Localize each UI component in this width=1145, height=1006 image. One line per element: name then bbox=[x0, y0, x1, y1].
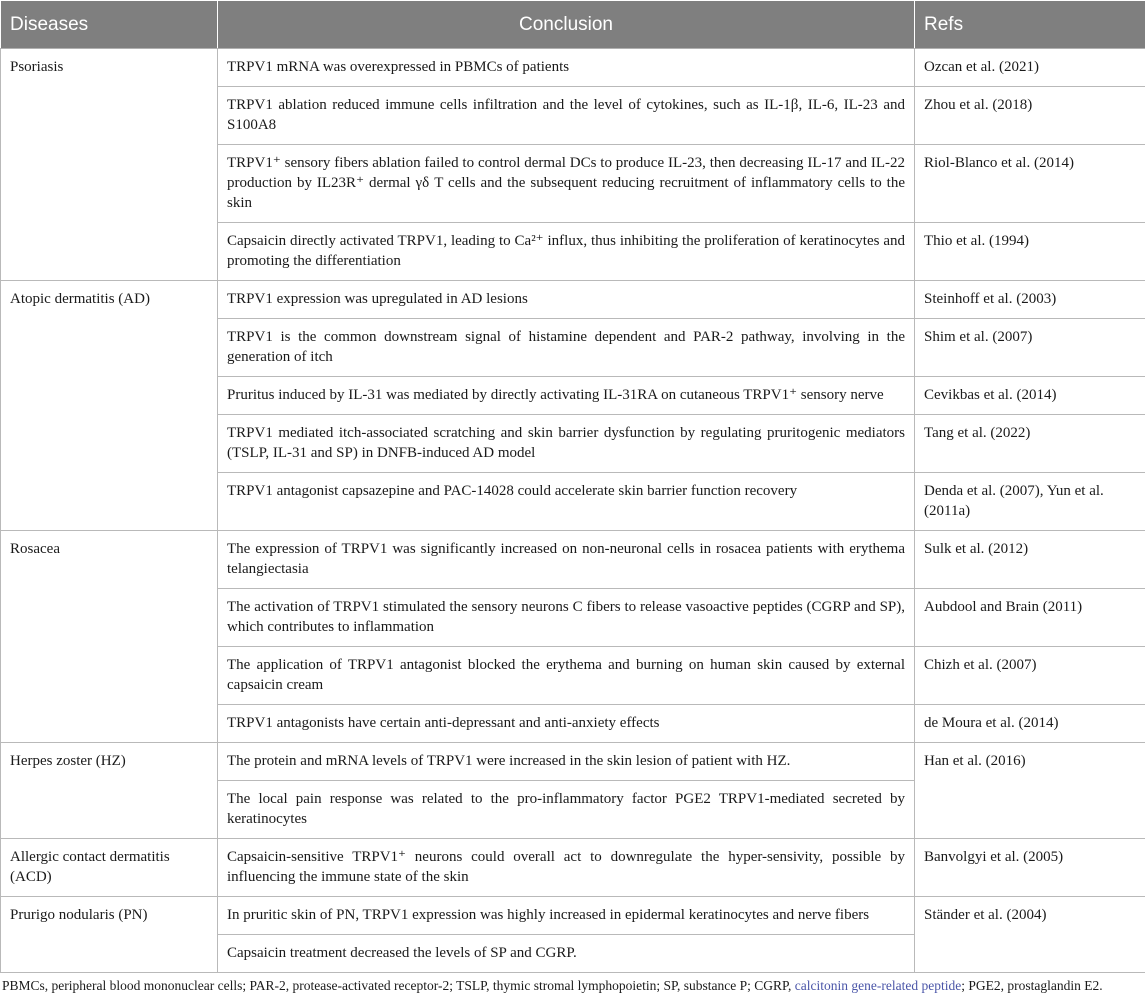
ref-cell: Shim et al. (2007) bbox=[915, 319, 1145, 377]
conclusion-cell: Capsaicin-sensitive TRPV1⁺ neurons could overall act to downregulate the hyper-sensivity, possible by influencing the immune state of the skin bbox=[218, 839, 915, 897]
conclusion-cell: In pruritic skin of PN, TRPV1 expression was highly increased in epidermal keratinocytes and nerve fibers bbox=[218, 897, 915, 935]
conclusion-cell: TRPV1 ablation reduced immune cells infiltration and the level of cytokines, such as IL-1β, IL-6, IL-23 and S100A8 bbox=[218, 87, 915, 145]
ref-cell: Thio et al. (1994) bbox=[915, 223, 1145, 281]
conclusion-cell: The activation of TRPV1 stimulated the sensory neurons C fibers to release vasoactive peptides (CGRP and SP), which contributes to inflammation bbox=[218, 589, 915, 647]
disease-cell: Atopic dermatitis (AD) bbox=[1, 281, 218, 531]
table-row bbox=[1, 839, 1145, 897]
conclusion-cell: TRPV1 antagonist capsazepine and PAC-14028 could accelerate skin barrier function recovery bbox=[218, 473, 915, 531]
conclusion-cell: The local pain response was related to the pro-inflammatory factor PGE2 TRPV1-mediated secreted by keratinocytes bbox=[218, 781, 915, 839]
conclusion-cell: TRPV1 is the common downstream signal of histamine dependent and PAR-2 pathway, involving in the generation of itch bbox=[218, 319, 915, 377]
footnote-text: PBMCs, peripheral blood mononuclear cells; PAR-2, protease-activated receptor-2; TSLP, thymic stromal lymphopoietin; SP, substance P; CGRP, bbox=[2, 978, 795, 993]
disease-cell: Allergic contact dermatitis (ACD) bbox=[1, 839, 218, 897]
ref-cell: Sulk et al. (2012) bbox=[915, 531, 1145, 589]
disease-cell: Herpes zoster (HZ) bbox=[1, 743, 218, 839]
ref-cell: Aubdool and Brain (2011) bbox=[915, 589, 1145, 647]
conclusion-cell: TRPV1 mRNA was overexpressed in PBMCs of patients bbox=[218, 49, 915, 87]
disease-cell: Prurigo nodularis (PN) bbox=[1, 897, 218, 973]
footnote-link[interactable]: calcitonin gene-related peptide bbox=[794, 978, 962, 993]
table-row bbox=[1, 531, 1145, 589]
table-body bbox=[1, 49, 1145, 973]
disease-cell: Psoriasis bbox=[1, 49, 218, 281]
table-row bbox=[1, 281, 1145, 319]
header-refs: Refs bbox=[915, 1, 1145, 49]
header-row bbox=[1, 1, 1145, 49]
conclusion-cell: The protein and mRNA levels of TRPV1 were increased in the skin lesion of patient with HZ. bbox=[218, 743, 915, 781]
table-row bbox=[1, 49, 1145, 87]
conclusion-cell: Capsaicin treatment decreased the levels of SP and CGRP. bbox=[218, 935, 915, 973]
conclusion-cell: Capsaicin directly activated TRPV1, leading to Ca²⁺ influx, thus inhibiting the proliferation of keratinocytes and promoting the differentiation bbox=[218, 223, 915, 281]
ref-cell: Chizh et al. (2007) bbox=[915, 647, 1145, 705]
conclusion-cell: Pruritus induced by IL-31 was mediated by directly activating IL-31RA on cutaneous TRPV1⁺ sensory nerve bbox=[218, 377, 915, 415]
ref-cell: Denda et al. (2007), Yun et al. (2011a) bbox=[915, 473, 1145, 531]
ref-cell: Tang et al. (2022) bbox=[915, 415, 1145, 473]
header-conclusion: Conclusion bbox=[218, 1, 915, 49]
conclusion-cell: TRPV1 mediated itch-associated scratching and skin barrier dysfunction by regulating pruritogenic mediators (TSLP, IL-31 and SP) in DNFB-induced AD model bbox=[218, 415, 915, 473]
ref-cell: Banvolgyi et al. (2005) bbox=[915, 839, 1145, 897]
ref-cell: de Moura et al. (2014) bbox=[915, 705, 1145, 743]
conclusion-cell: The expression of TRPV1 was significantly increased on non-neuronal cells in rosacea patients with erythema telangiectasia bbox=[218, 531, 915, 589]
conclusion-cell: TRPV1 antagonists have certain anti-depressant and anti-anxiety effects bbox=[218, 705, 915, 743]
disease-cell: Rosacea bbox=[1, 531, 218, 743]
table-row bbox=[1, 743, 1145, 781]
conclusion-cell: The application of TRPV1 antagonist blocked the erythema and burning on human skin caused by external capsaicin cream bbox=[218, 647, 915, 705]
ref-cell: Cevikbas et al. (2014) bbox=[915, 377, 1145, 415]
table-footnote bbox=[0, 973, 1145, 995]
table-row bbox=[1, 897, 1145, 935]
ref-cell: Ständer et al. (2004) bbox=[915, 897, 1145, 973]
ref-cell: Steinhoff et al. (2003) bbox=[915, 281, 1145, 319]
footnote-text-end: ; PGE2, prostaglandin E2. bbox=[961, 978, 1103, 993]
ref-cell: Riol-Blanco et al. (2014) bbox=[915, 145, 1145, 223]
ref-cell: Zhou et al. (2018) bbox=[915, 87, 1145, 145]
conclusion-cell: TRPV1 expression was upregulated in AD lesions bbox=[218, 281, 915, 319]
header-diseases: Diseases bbox=[1, 1, 218, 49]
ref-cell: Ozcan et al. (2021) bbox=[915, 49, 1145, 87]
conclusion-cell: TRPV1⁺ sensory fibers ablation failed to control dermal DCs to produce IL-23, then decreasing IL-17 and IL-22 production by IL23R⁺ dermal γδ T cells and the subsequent reducing recruitment of inflammatory cells to the skin bbox=[218, 145, 915, 223]
ref-cell: Han et al. (2016) bbox=[915, 743, 1145, 839]
